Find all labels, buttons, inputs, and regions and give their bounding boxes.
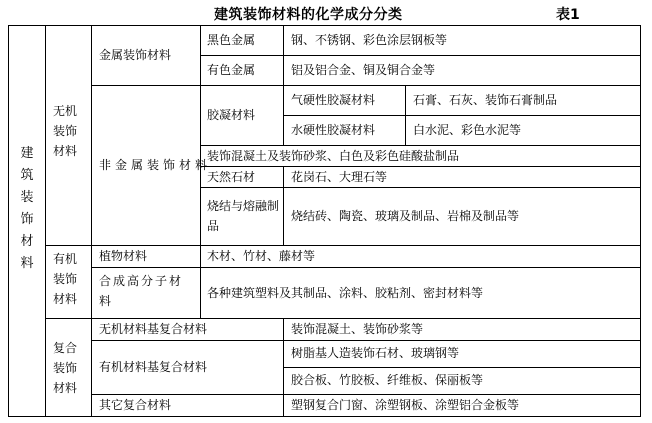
metal-label: 金属装饰材料: [99, 48, 172, 62]
plant-examples: 木材、竹材、藤材等: [207, 249, 316, 263]
fired-examples: 烧结砖、陶瓷、玻璃及制品、岩棉及制品等: [291, 209, 520, 223]
nonmetal-label: 非金属装饰材料: [99, 158, 212, 172]
ferrous-examples: 钢、不锈钢、彩色涂层钢板等: [291, 33, 448, 47]
ferrous-label: 黑色金属: [207, 33, 256, 47]
nonferrous-label: 有色金属: [207, 63, 256, 77]
row-line: [91, 340, 641, 341]
row-line: [200, 55, 641, 56]
plant-label: 植物材料: [99, 249, 148, 263]
divider-organic: [200, 245, 201, 318]
row-line: [283, 367, 641, 368]
polymer-label: 合成高分子材料: [99, 274, 184, 308]
concrete-row: 装饰混凝土及装饰砂浆、白色及彩色硅酸盐制品: [207, 149, 460, 163]
divider-stone-fired: [283, 166, 284, 245]
divider-sub: [200, 25, 201, 245]
border-right: [640, 25, 641, 417]
stone-label: 天然石材: [207, 170, 256, 184]
divider-root: [45, 25, 46, 417]
row-line: [200, 145, 641, 146]
fired-label: 烧结与熔融制品: [207, 199, 280, 233]
composite-organic-label: 有机材料基复合材料: [99, 360, 208, 374]
row-line: [200, 166, 641, 167]
border-left: [8, 25, 9, 417]
row-line: [91, 394, 641, 395]
row-line: [200, 187, 641, 188]
header: [0, 4, 652, 24]
divider-group: [91, 25, 92, 417]
gel-hydraulic-examples: 白水泥、彩色水泥等: [413, 123, 522, 137]
composite-other-label: 其它复合材料: [99, 398, 172, 412]
row-line: [283, 115, 641, 116]
row-line: [91, 85, 641, 86]
table-title: 建筑装饰材料的化学成分分类: [214, 7, 403, 23]
gel-air-label: 气硬性胶凝材料: [291, 93, 376, 107]
polymer-examples: 各种建筑塑料及其制品、涂料、胶粘剂、密封材料等: [207, 286, 484, 300]
nonferrous-examples: 铝及铝合金、铜及铜合金等: [291, 63, 436, 77]
gel-air-examples: 石膏、石灰、装饰石膏制品: [413, 93, 558, 107]
composite-organic-examples-1: 树脂基人造装饰石材、玻璃钢等: [291, 346, 460, 360]
row-line: [91, 267, 641, 268]
row-line: [45, 318, 641, 319]
root-label: 建筑装饰材料: [20, 146, 34, 271]
table-number: 表1: [556, 7, 580, 23]
group-composite: 复合装饰材料: [53, 341, 78, 395]
gel-hydraulic-label: 水硬性胶凝材料: [291, 123, 376, 137]
group-inorganic: 无机装饰材料: [53, 104, 78, 158]
composite-inorganic-examples: 装饰混凝土、装饰砂浆等: [291, 322, 424, 336]
composite-other-examples: 塑钢复合门窗、涂塑钢板、涂塑铝合金板等: [291, 398, 520, 412]
stone-examples: 花岗石、大理石等: [291, 170, 388, 184]
row-line: [45, 245, 641, 246]
composite-organic-examples-2: 胶合板、竹胶板、纤维板、保丽板等: [291, 373, 484, 387]
group-organic: 有机装饰材料: [53, 252, 78, 306]
classification-table: [8, 25, 641, 417]
gel-label: 胶凝材料: [207, 108, 256, 122]
composite-inorganic-label: 无机材料基复合材料: [99, 322, 208, 336]
border-top: [8, 25, 641, 26]
border-bottom: [8, 416, 641, 417]
